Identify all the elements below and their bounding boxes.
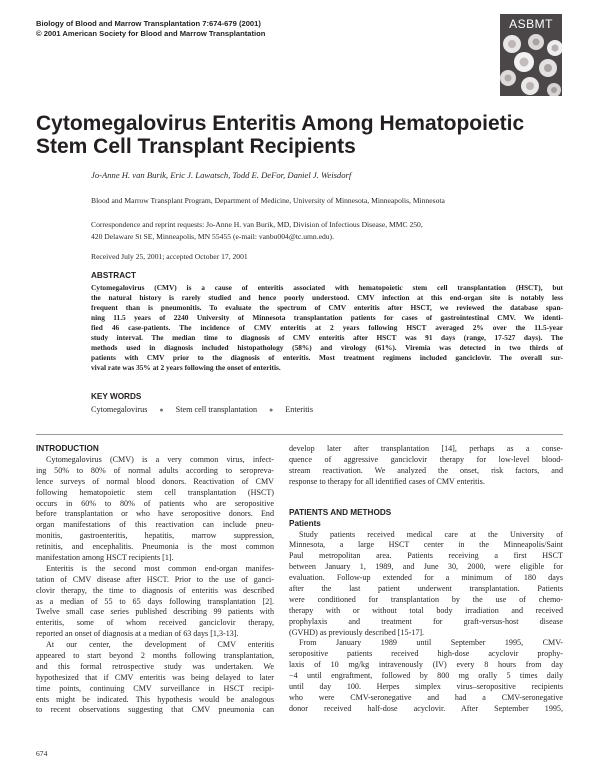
body-line: and this formal retrospective study was undertaken. We [36, 661, 274, 671]
body-line: seropositive patients received high-dose acyclovir prophy- [289, 649, 563, 659]
abstract-line: methods used in diagnosis included histopathology (58%) and virology (61%). Viremia was detected in two thirds of [91, 343, 563, 353]
body-line: tation of CMV disease after HSCT. Prior to the use of ganci- [36, 574, 274, 584]
body-line: enteritis, some of whom received ganciclovir therapy, [36, 618, 274, 628]
body-line: clovir therapy, the time to diagnosis of enteritis was described [36, 585, 274, 595]
abstract-line: vival rate was 35% at 2 years following the onset of enteritis. [91, 363, 281, 373]
body-line: laxis of 10 mg/kg intravenously (IV) every 8 hours from day [289, 660, 563, 670]
body-line: occurs in 60% to 80% of patients who are seropositive [36, 498, 274, 508]
body-line: response to therapy for all identified cases of CMV enteritis. [289, 476, 485, 486]
correspondence [91, 219, 423, 242]
body-line: (GVHD) as previously described [15-17]. [289, 627, 425, 637]
body-line: appeared to start beyond 2 months following transplantation, [36, 651, 274, 661]
body-line: Enteritis is the second most common end-organ manifes- [46, 563, 274, 573]
body-line: ents might be indicated. This hypothesis would be analogous [36, 694, 274, 704]
body-line: to recent observations suggesting that CMV pneumonia can [36, 705, 274, 715]
journal-citation [36, 19, 265, 39]
abstract-line: patients with CMV prior to the diagnosis of enteritis. Most treatment regimens included ganciclovir. The overall sur- [91, 353, 563, 363]
correspondence-line: Correspondence and reprint requests: Jo-Anne H. van Burik, MD, Division of Infectious Disease, MMC 250, [91, 220, 423, 229]
body-line: monitis, gastroenteritis, hepatitis, marrow suppression, [36, 531, 274, 541]
body-line: as a median of 55 to 65 days following transplantation [2]. [36, 596, 274, 606]
methods-heading: PATIENTS AND METHODS [289, 507, 392, 517]
title-line: Stem Cell Transplant Recipients [36, 135, 356, 158]
abstract-line: study interval. The median time to diagnosis of CMV enteritis after HSCT was 91 days (range, 17-527 days). The [91, 333, 563, 343]
left-column [36, 444, 274, 716]
body-line: before transplantation or who have seropositive donors. End [36, 509, 274, 519]
author-list: Jo-Anne H. van Burik, Eric J. Lawatsch, Todd E. DeFor, Daniel J. Weisdorf [91, 170, 352, 180]
body-line: after the last patient underwent transplantation. Patients [289, 584, 563, 594]
received-dates: Received July 25, 2001; accepted October 17, 2001 [91, 252, 248, 261]
keyword: Cytomegalovirus [91, 405, 148, 414]
article-title [36, 112, 524, 158]
abstract-line: Cytomegalovirus (CMV) is a cause of enteritis associated with hematopoietic stem cell transplantation (HSCT), but [91, 283, 563, 292]
body-line: Twelve small case series published describing 99 patients with [36, 607, 274, 617]
abstract-text [91, 283, 563, 373]
blood-cells-icon [500, 34, 562, 96]
body-line: Study patients received medical care at the University of [299, 529, 563, 539]
body-line: time points, continuing CMV surveillance in HSCT recipi- [36, 683, 274, 693]
body-line: between January 1, 1989, and June 30, 2000, were eligible for [289, 562, 563, 572]
body-line: Cytomegalovirus (CMV) is a very common virus, infect- [46, 455, 274, 464]
section-divider [36, 434, 563, 435]
body-line: retinitis, and encephalitis. Pneumonia is the most common [36, 542, 274, 552]
abstract-heading: ABSTRACT [91, 271, 137, 280]
introduction-heading: INTRODUCTION [36, 444, 99, 453]
abstract-line: fied 46 case-patients. The incidence of CMV enteritis at 2 years following HSCT averaged 2% over the 11.5-year [91, 323, 563, 333]
body-line: stream reactivation. We analyzed the onset, risk factors, and [289, 465, 563, 475]
correspondence-line: 420 Delaware St SE, Minneapolis, MN 55455 (e-mail: vanbu004@tc.umn.edu). [91, 231, 334, 241]
keyword: Enteritis [285, 405, 314, 414]
body-line: quence of aggressive ganciclovir therapy for low-level blood- [289, 454, 563, 464]
journal-line: Biology of Blood and Marrow Transplantation 7:674-679 (2001) [36, 19, 261, 28]
body-line: manifestation among HSCT recipients [1]. [36, 553, 174, 563]
logo-text: ASBMT [509, 17, 553, 31]
body-line: organ manifestations of this reactivation can include pneu- [36, 520, 274, 530]
keyword: Stem cell transplantation [175, 405, 258, 414]
body-line: From January 1989 until September 1995, CMV- [299, 638, 563, 648]
affiliation: Blood and Marrow Transplant Program, Department of Medicine, University of Minnesota, Minneapolis, Minnesota [91, 196, 445, 205]
body-line: donor received half-dose acyclovir. After September 1995, [289, 703, 563, 713]
keyword-list [91, 405, 313, 414]
body-line: Minnesota, a large HSCT center in the Minneapolis/Saint [289, 540, 563, 550]
page-number: 674 [36, 749, 48, 758]
body-line: hypothesized that if CMV enteritis was being delayed to later [36, 672, 274, 682]
body-line: following hematopoietic stem cell transplantation (HSCT) [36, 487, 274, 497]
body-line: who were CMV-seronegative and had a CMV-seronegative [289, 692, 563, 702]
body-line: therapy with or without total body irradiation and received [289, 605, 563, 615]
patients-subheading: Patients [289, 518, 321, 528]
body-line: ing 50% to 80% of normal adults according to seropreva- [36, 465, 274, 475]
abstract-line: the natural history is rarely studied and hence poorly understood. CMV infection at this end-organ site is notably less [91, 293, 563, 303]
body-line: −4 until engraftment, followed by 800 mg orally 5 times daily [289, 671, 563, 681]
bullet-icon: ● [159, 406, 164, 414]
body-line: lence surveys of normal blood donors. Reactivation of CMV [36, 476, 274, 486]
body-line: reported an onset of diagnosis at a median of 63 days [1,3-13]. [36, 629, 239, 639]
body-line: Paul metropolitan area. Patients receiving a first HSCT [289, 551, 563, 561]
body-line: prophylaxis and treatment for graft-versus-host disease [289, 616, 563, 626]
right-column [289, 444, 563, 715]
body-line: evaluation. Follow-up extended for a minimum of 180 days [289, 573, 563, 583]
keywords-heading: KEY WORDS [91, 392, 142, 401]
body-line: At our center, the development of CMV enteritis [46, 640, 274, 650]
body-line: until day 100. Herpes simplex virus–seropositive recipients [289, 682, 563, 692]
copyright-line: © 2001 American Society for Blood and Marrow Transplantation [36, 29, 266, 38]
body-line: were conditioned for transplantation by the use of chemo- [289, 594, 563, 604]
abstract-line: frequent than is pneumonitis. To evaluate the spectrum of CMV enteritis after HSCT, we reviewed the database span- [91, 303, 563, 313]
bullet-icon: ● [269, 406, 274, 414]
asbmt-logo [500, 14, 562, 96]
body-line: develop later after transplantation [14], perhaps as a conse- [289, 444, 563, 453]
title-line: Cytomegalovirus Enteritis Among Hematopoietic [36, 112, 525, 135]
abstract-line: ning 11.5 years of 2240 University of Minnesota transplantation patients for cases of gastrointestinal CMV. We identi- [91, 313, 563, 323]
